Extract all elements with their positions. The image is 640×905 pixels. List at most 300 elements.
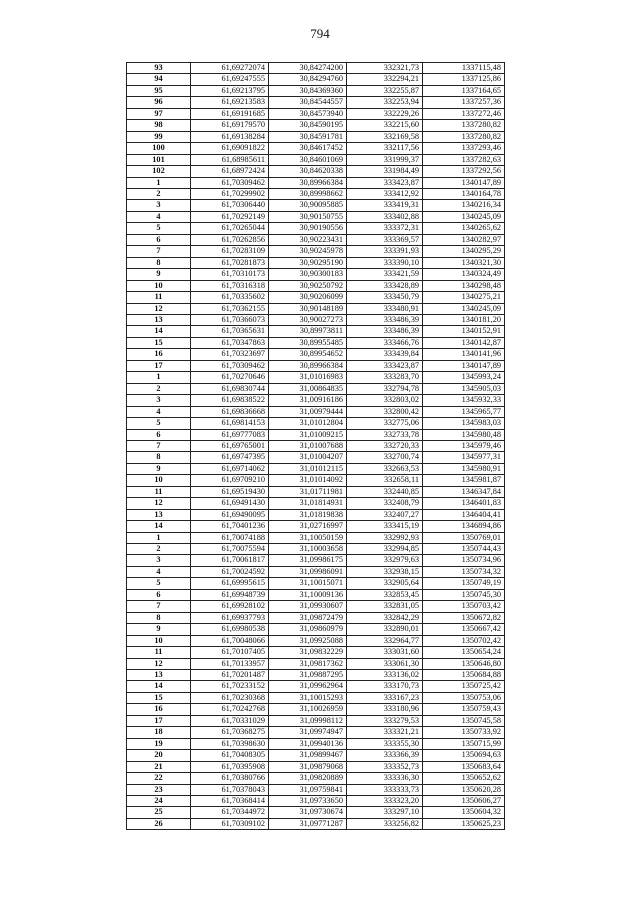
table-row (127, 120, 505, 131)
table-row (127, 578, 505, 589)
table-row (127, 509, 505, 520)
cell-longitude: 31,01004207 (269, 452, 347, 463)
cell-y-coordinate: 1350753,06 (423, 692, 505, 703)
cell-longitude: 30,90206099 (269, 292, 347, 303)
cell-latitude: 61,69213795 (191, 85, 269, 96)
table-row (127, 406, 505, 417)
cell-y-coordinate: 1350646,80 (423, 658, 505, 669)
cell-latitude: 61,69709210 (191, 475, 269, 486)
cell-latitude: 61,69980538 (191, 624, 269, 635)
cell-y-coordinate: 1350683,64 (423, 761, 505, 772)
table-row (127, 612, 505, 623)
cell-longitude: 31,09986175 (269, 555, 347, 566)
cell-longitude: 31,09899467 (269, 750, 347, 761)
cell-point-number: 98 (127, 120, 191, 131)
cell-x-coordinate: 333423,87 (347, 177, 423, 188)
cell-longitude: 31,09962964 (269, 681, 347, 692)
table-row (127, 796, 505, 807)
cell-point-number: 16 (127, 349, 191, 360)
cell-point-number: 6 (127, 589, 191, 600)
cell-longitude: 31,00979444 (269, 406, 347, 417)
cell-latitude: 61,69937793 (191, 612, 269, 623)
cell-x-coordinate: 333428,89 (347, 280, 423, 291)
cell-point-number: 11 (127, 647, 191, 658)
cell-point-number: 5 (127, 578, 191, 589)
cell-point-number: 8 (127, 452, 191, 463)
coordinates-table-body (127, 63, 505, 830)
cell-latitude: 61,70201487 (191, 670, 269, 681)
cell-latitude: 61,70242768 (191, 704, 269, 715)
cell-longitude: 31,10050159 (269, 532, 347, 543)
cell-longitude: 31,09759841 (269, 784, 347, 795)
cell-latitude: 61,69714062 (191, 463, 269, 474)
cell-y-coordinate: 1350702,42 (423, 635, 505, 646)
cell-point-number: 8 (127, 612, 191, 623)
cell-longitude: 30,90150755 (269, 211, 347, 222)
table-row (127, 532, 505, 543)
table-row (127, 807, 505, 818)
table-row (127, 681, 505, 692)
cell-point-number: 21 (127, 761, 191, 772)
cell-x-coordinate: 333323,20 (347, 796, 423, 807)
cell-latitude: 61,70408305 (191, 750, 269, 761)
cell-y-coordinate: 1346894,86 (423, 521, 505, 532)
cell-point-number: 1 (127, 177, 191, 188)
cell-longitude: 31,09974947 (269, 727, 347, 738)
cell-x-coordinate: 332803,02 (347, 395, 423, 406)
cell-x-coordinate: 332794,78 (347, 383, 423, 394)
cell-x-coordinate: 333423,87 (347, 360, 423, 371)
cell-x-coordinate: 333336,30 (347, 773, 423, 784)
cell-x-coordinate: 333321,21 (347, 727, 423, 738)
cell-point-number: 10 (127, 280, 191, 291)
cell-y-coordinate: 1350684,88 (423, 670, 505, 681)
cell-longitude: 31,00916186 (269, 395, 347, 406)
cell-y-coordinate: 1337125,86 (423, 74, 505, 85)
cell-x-coordinate: 333415,19 (347, 521, 423, 532)
cell-y-coordinate: 1340245,09 (423, 211, 505, 222)
cell-latitude: 61,69948739 (191, 589, 269, 600)
cell-x-coordinate: 333283,70 (347, 372, 423, 383)
table-row (127, 154, 505, 165)
cell-point-number: 2 (127, 383, 191, 394)
cell-x-coordinate: 332407,27 (347, 509, 423, 520)
cell-y-coordinate: 1340147,89 (423, 177, 505, 188)
cell-y-coordinate: 1345977,31 (423, 452, 505, 463)
table-row (127, 715, 505, 726)
cell-y-coordinate: 1340216,34 (423, 200, 505, 211)
table-row (127, 761, 505, 772)
cell-x-coordinate: 332294,21 (347, 74, 423, 85)
cell-point-number: 9 (127, 463, 191, 474)
cell-x-coordinate: 332117,56 (347, 143, 423, 154)
cell-y-coordinate: 1350703,42 (423, 601, 505, 612)
cell-latitude: 61,70283109 (191, 246, 269, 257)
cell-y-coordinate: 1346404,41 (423, 509, 505, 520)
cell-point-number: 17 (127, 360, 191, 371)
cell-point-number: 2 (127, 188, 191, 199)
table-row (127, 337, 505, 348)
cell-latitude: 61,69213583 (191, 97, 269, 108)
cell-y-coordinate: 1337280,82 (423, 131, 505, 142)
cell-point-number: 17 (127, 715, 191, 726)
cell-longitude: 30,89998662 (269, 188, 347, 199)
table-row (127, 63, 505, 74)
cell-latitude: 61,69928102 (191, 601, 269, 612)
table-row (127, 177, 505, 188)
cell-y-coordinate: 1346401,83 (423, 498, 505, 509)
cell-longitude: 30,90245978 (269, 246, 347, 257)
cell-point-number: 26 (127, 818, 191, 829)
cell-x-coordinate: 331984,49 (347, 166, 423, 177)
cell-latitude: 61,70344972 (191, 807, 269, 818)
cell-latitude: 61,69777083 (191, 429, 269, 440)
cell-latitude: 61,70323697 (191, 349, 269, 360)
cell-longitude: 31,02716997 (269, 521, 347, 532)
cell-longitude: 30,84590195 (269, 120, 347, 131)
table-row (127, 429, 505, 440)
cell-x-coordinate: 333466,76 (347, 337, 423, 348)
cell-x-coordinate: 332321,73 (347, 63, 423, 74)
cell-x-coordinate: 333369,57 (347, 234, 423, 245)
cell-point-number: 7 (127, 246, 191, 257)
cell-longitude: 30,84601069 (269, 154, 347, 165)
cell-y-coordinate: 1346347,84 (423, 486, 505, 497)
cell-x-coordinate: 333031,60 (347, 647, 423, 658)
table-row (127, 269, 505, 280)
cell-point-number: 19 (127, 738, 191, 749)
cell-y-coordinate: 1345980,48 (423, 429, 505, 440)
cell-latitude: 61,70024592 (191, 566, 269, 577)
cell-y-coordinate: 1345965,77 (423, 406, 505, 417)
cell-longitude: 30,84617452 (269, 143, 347, 154)
cell-y-coordinate: 1340321,30 (423, 257, 505, 268)
cell-y-coordinate: 1337257,36 (423, 97, 505, 108)
cell-longitude: 31,09820889 (269, 773, 347, 784)
cell-y-coordinate: 1340282,97 (423, 234, 505, 245)
cell-longitude: 31,01014092 (269, 475, 347, 486)
cell-longitude: 31,10015293 (269, 692, 347, 703)
cell-latitude: 61,70309462 (191, 177, 269, 188)
cell-latitude: 61,70365631 (191, 326, 269, 337)
table-row (127, 498, 505, 509)
cell-y-coordinate: 1340298,48 (423, 280, 505, 291)
cell-latitude: 61,70395908 (191, 761, 269, 772)
cell-longitude: 30,84294760 (269, 74, 347, 85)
cell-y-coordinate: 1350759,43 (423, 704, 505, 715)
table-row (127, 188, 505, 199)
cell-latitude: 61,70380766 (191, 773, 269, 784)
cell-y-coordinate: 1350667,42 (423, 624, 505, 635)
cell-latitude: 61,69138284 (191, 131, 269, 142)
cell-x-coordinate: 332775,06 (347, 418, 423, 429)
cell-point-number: 10 (127, 475, 191, 486)
cell-x-coordinate: 332964,77 (347, 635, 423, 646)
cell-point-number: 93 (127, 63, 191, 74)
cell-latitude: 61,70299902 (191, 188, 269, 199)
cell-latitude: 61,69491430 (191, 498, 269, 509)
cell-x-coordinate: 333256,82 (347, 818, 423, 829)
cell-latitude: 61,70368414 (191, 796, 269, 807)
cell-longitude: 31,09872479 (269, 612, 347, 623)
table-row (127, 280, 505, 291)
cell-x-coordinate: 333486,39 (347, 326, 423, 337)
cell-latitude: 61,69765001 (191, 440, 269, 451)
cell-longitude: 30,89966384 (269, 177, 347, 188)
cell-longitude: 30,89954652 (269, 349, 347, 360)
cell-y-coordinate: 1350604,32 (423, 807, 505, 818)
table-row (127, 818, 505, 829)
cell-point-number: 10 (127, 635, 191, 646)
cell-longitude: 30,90300183 (269, 269, 347, 280)
cell-point-number: 4 (127, 566, 191, 577)
table-row (127, 624, 505, 635)
table-row (127, 211, 505, 222)
cell-longitude: 31,09771287 (269, 818, 347, 829)
cell-longitude: 31,00864835 (269, 383, 347, 394)
cell-point-number: 1 (127, 372, 191, 383)
cell-point-number: 16 (127, 704, 191, 715)
cell-point-number: 6 (127, 429, 191, 440)
table-row (127, 555, 505, 566)
table-row (127, 246, 505, 257)
cell-latitude: 61,69747395 (191, 452, 269, 463)
cell-point-number: 11 (127, 292, 191, 303)
cell-point-number: 24 (127, 796, 191, 807)
cell-latitude: 61,70309462 (191, 360, 269, 371)
cell-point-number: 5 (127, 223, 191, 234)
cell-latitude: 61,70292149 (191, 211, 269, 222)
cell-latitude: 61,68985611 (191, 154, 269, 165)
cell-y-coordinate: 1337272,46 (423, 108, 505, 119)
cell-y-coordinate: 1340141,96 (423, 349, 505, 360)
cell-x-coordinate: 333402,88 (347, 211, 423, 222)
cell-point-number: 13 (127, 314, 191, 325)
cell-y-coordinate: 1345979,46 (423, 440, 505, 451)
cell-y-coordinate: 1340324,49 (423, 269, 505, 280)
cell-y-coordinate: 1340265,62 (423, 223, 505, 234)
cell-point-number: 5 (127, 418, 191, 429)
cell-point-number: 8 (127, 257, 191, 268)
cell-point-number: 25 (127, 807, 191, 818)
cell-y-coordinate: 1350749,19 (423, 578, 505, 589)
cell-point-number: 1 (127, 532, 191, 543)
cell-point-number: 4 (127, 406, 191, 417)
table-row (127, 383, 505, 394)
cell-y-coordinate: 1350606,27 (423, 796, 505, 807)
cell-y-coordinate: 1337164,65 (423, 85, 505, 96)
cell-y-coordinate: 1337282,63 (423, 154, 505, 165)
table-row (127, 486, 505, 497)
cell-longitude: 31,01016983 (269, 372, 347, 383)
page-number: 794 (310, 26, 330, 41)
cell-y-coordinate: 1345993,24 (423, 372, 505, 383)
table-row (127, 692, 505, 703)
cell-longitude: 30,84274200 (269, 63, 347, 74)
table-row (127, 372, 505, 383)
cell-x-coordinate: 333390,10 (347, 257, 423, 268)
cell-point-number: 6 (127, 234, 191, 245)
cell-x-coordinate: 333419,31 (347, 200, 423, 211)
table-row (127, 658, 505, 669)
cell-y-coordinate: 1340164,78 (423, 188, 505, 199)
table-row (127, 463, 505, 474)
cell-y-coordinate: 1350733,92 (423, 727, 505, 738)
cell-y-coordinate: 1350745,30 (423, 589, 505, 600)
cell-y-coordinate: 1350672,82 (423, 612, 505, 623)
cell-latitude: 61,69490095 (191, 509, 269, 520)
cell-longitude: 31,01012804 (269, 418, 347, 429)
table-row (127, 166, 505, 177)
cell-y-coordinate: 1350625,23 (423, 818, 505, 829)
cell-latitude: 61,68972424 (191, 166, 269, 177)
cell-y-coordinate: 1345980,91 (423, 463, 505, 474)
table-row (127, 326, 505, 337)
table-row (127, 647, 505, 658)
table-row (127, 738, 505, 749)
cell-latitude: 61,70309102 (191, 818, 269, 829)
cell-longitude: 31,09940136 (269, 738, 347, 749)
cell-y-coordinate: 1340295,29 (423, 246, 505, 257)
cell-latitude: 61,70061817 (191, 555, 269, 566)
cell-longitude: 30,84620338 (269, 166, 347, 177)
cell-latitude: 61,70366073 (191, 314, 269, 325)
cell-y-coordinate: 1350734,32 (423, 566, 505, 577)
cell-point-number: 2 (127, 544, 191, 555)
cell-latitude: 61,70233152 (191, 681, 269, 692)
table-row (127, 418, 505, 429)
cell-y-coordinate: 1340245,09 (423, 303, 505, 314)
table-row (127, 521, 505, 532)
cell-point-number: 7 (127, 440, 191, 451)
table-row (127, 108, 505, 119)
cell-x-coordinate: 332700,74 (347, 452, 423, 463)
cell-latitude: 61,70107405 (191, 647, 269, 658)
table-row (127, 85, 505, 96)
cell-latitude: 61,69830744 (191, 383, 269, 394)
cell-latitude: 61,69191685 (191, 108, 269, 119)
cell-y-coordinate: 1337292,56 (423, 166, 505, 177)
cell-latitude: 61,70362155 (191, 303, 269, 314)
cell-x-coordinate: 333450,79 (347, 292, 423, 303)
cell-longitude: 30,84544557 (269, 97, 347, 108)
cell-y-coordinate: 1350620,28 (423, 784, 505, 795)
cell-x-coordinate: 331999,37 (347, 154, 423, 165)
cell-y-coordinate: 1350725,42 (423, 681, 505, 692)
cell-latitude: 61,69519430 (191, 486, 269, 497)
cell-y-coordinate: 1350769,01 (423, 532, 505, 543)
cell-longitude: 30,89973811 (269, 326, 347, 337)
cell-latitude: 61,70368275 (191, 727, 269, 738)
cell-x-coordinate: 332720,33 (347, 440, 423, 451)
table-row (127, 97, 505, 108)
cell-latitude: 61,69179570 (191, 120, 269, 131)
cell-x-coordinate: 332800,42 (347, 406, 423, 417)
cell-x-coordinate: 333480,91 (347, 303, 423, 314)
cell-x-coordinate: 332440,85 (347, 486, 423, 497)
cell-longitude: 30,84573940 (269, 108, 347, 119)
cell-y-coordinate: 1345983,03 (423, 418, 505, 429)
cell-x-coordinate: 333352,73 (347, 761, 423, 772)
cell-point-number: 102 (127, 166, 191, 177)
cell-y-coordinate: 1337293,46 (423, 143, 505, 154)
cell-x-coordinate: 332255,87 (347, 85, 423, 96)
cell-x-coordinate: 333366,39 (347, 750, 423, 761)
cell-latitude: 61,70306440 (191, 200, 269, 211)
cell-longitude: 31,09733650 (269, 796, 347, 807)
table-row (127, 143, 505, 154)
cell-x-coordinate: 333136,02 (347, 670, 423, 681)
cell-x-coordinate: 332853,45 (347, 589, 423, 600)
cell-longitude: 30,84591781 (269, 131, 347, 142)
cell-longitude: 31,09986091 (269, 566, 347, 577)
cell-x-coordinate: 332842,29 (347, 612, 423, 623)
cell-latitude: 61,70316318 (191, 280, 269, 291)
cell-x-coordinate: 332992,93 (347, 532, 423, 543)
cell-x-coordinate: 332229,26 (347, 108, 423, 119)
cell-longitude: 31,09832229 (269, 647, 347, 658)
cell-x-coordinate: 333355,30 (347, 738, 423, 749)
cell-y-coordinate: 1340181,20 (423, 314, 505, 325)
cell-longitude: 31,10015071 (269, 578, 347, 589)
cell-x-coordinate: 333170,73 (347, 681, 423, 692)
table-row (127, 440, 505, 451)
cell-longitude: 31,01007688 (269, 440, 347, 451)
cell-longitude: 31,01009215 (269, 429, 347, 440)
table-row (127, 395, 505, 406)
cell-longitude: 31,10003658 (269, 544, 347, 555)
cell-latitude: 61,70075594 (191, 544, 269, 555)
cell-y-coordinate: 1340147,89 (423, 360, 505, 371)
cell-point-number: 12 (127, 498, 191, 509)
cell-x-coordinate: 333180,96 (347, 704, 423, 715)
cell-latitude: 61,70378043 (191, 784, 269, 795)
cell-longitude: 31,09860979 (269, 624, 347, 635)
cell-y-coordinate: 1350734,96 (423, 555, 505, 566)
cell-point-number: 95 (127, 85, 191, 96)
cell-point-number: 3 (127, 395, 191, 406)
cell-longitude: 31,09925088 (269, 635, 347, 646)
cell-x-coordinate: 333486,39 (347, 314, 423, 325)
table-row (127, 589, 505, 600)
cell-point-number: 101 (127, 154, 191, 165)
cell-point-number: 18 (127, 727, 191, 738)
cell-point-number: 4 (127, 211, 191, 222)
cell-longitude: 31,10026959 (269, 704, 347, 715)
cell-point-number: 12 (127, 303, 191, 314)
table-row (127, 475, 505, 486)
cell-x-coordinate: 333439,84 (347, 349, 423, 360)
cell-point-number: 9 (127, 269, 191, 280)
table-row (127, 452, 505, 463)
cell-point-number: 11 (127, 486, 191, 497)
cell-point-number: 14 (127, 521, 191, 532)
cell-point-number: 94 (127, 74, 191, 85)
cell-longitude: 31,09887295 (269, 670, 347, 681)
cell-longitude: 31,09879068 (269, 761, 347, 772)
cell-point-number: 97 (127, 108, 191, 119)
table-row (127, 223, 505, 234)
cell-x-coordinate: 332215,60 (347, 120, 423, 131)
cell-latitude: 61,69272074 (191, 63, 269, 74)
cell-y-coordinate: 1350652,62 (423, 773, 505, 784)
cell-latitude: 61,70230368 (191, 692, 269, 703)
cell-y-coordinate: 1345981,87 (423, 475, 505, 486)
cell-y-coordinate: 1350744,43 (423, 544, 505, 555)
cell-longitude: 30,89955485 (269, 337, 347, 348)
cell-latitude: 61,69814153 (191, 418, 269, 429)
cell-latitude: 61,69836668 (191, 406, 269, 417)
